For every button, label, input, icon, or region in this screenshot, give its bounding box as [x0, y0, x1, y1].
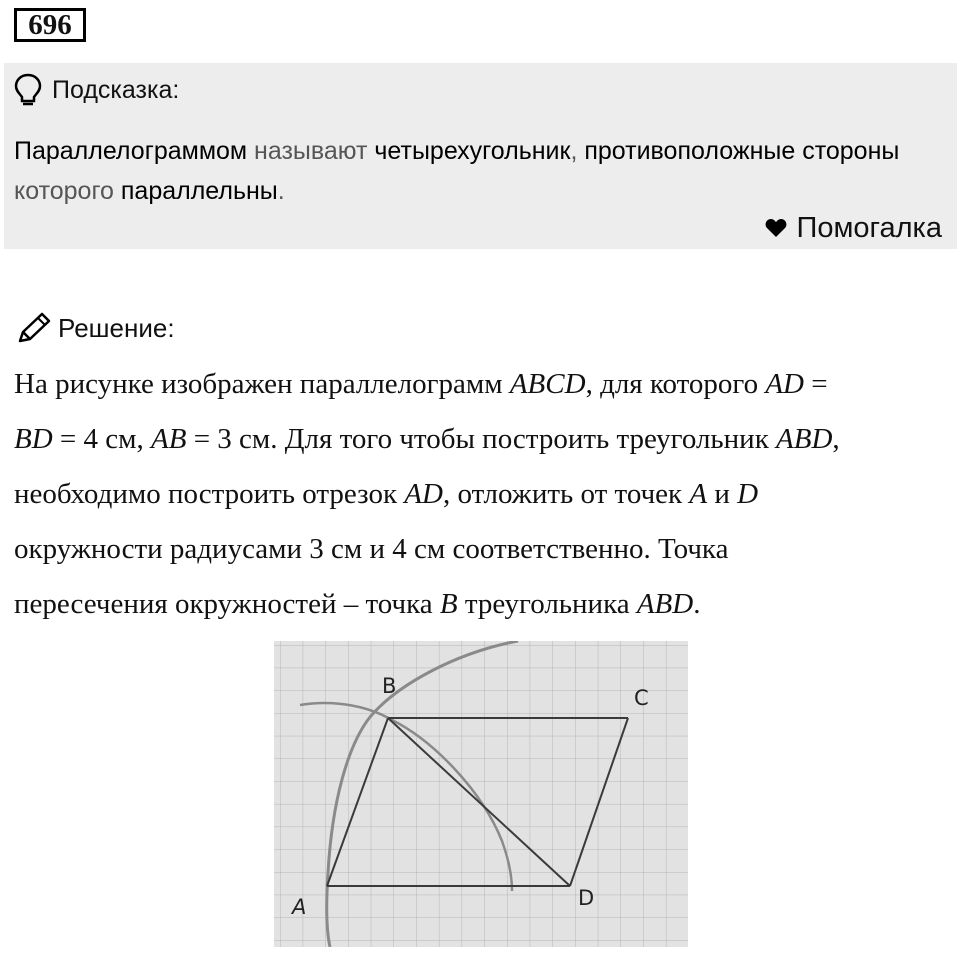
math-expression: B: [439, 588, 458, 620]
solution-title: Решение:: [58, 312, 175, 343]
solution-line: [14, 467, 949, 522]
hint-text-part: которого: [14, 177, 121, 205]
math-expression: ABD: [776, 423, 833, 455]
solution-header: [16, 308, 175, 348]
solution-text-part: , для которого: [585, 368, 766, 400]
hint-term: Параллелограммом: [14, 137, 248, 165]
solution-text-part: пересечения окружностей – точка: [14, 588, 440, 620]
hint-text: [14, 131, 944, 211]
hint-term: противоположные: [584, 137, 796, 165]
solution-text-part: треугольника: [457, 588, 637, 620]
hint-text-part: называют: [247, 137, 375, 165]
solution-text-part: окружности радиусами 3 см и 4 см соответственно. Точка: [14, 533, 729, 565]
task-number: 696: [14, 8, 86, 42]
math-expression: ABCD: [509, 368, 586, 400]
label-d: D: [578, 886, 595, 910]
hint-text-part: .: [277, 177, 285, 205]
solution-text-part: необходимо построить отрезок: [14, 478, 405, 510]
solution-text-part: ,: [832, 423, 840, 455]
math-expression: BD: [14, 423, 53, 455]
math-expression: AD: [765, 368, 804, 400]
math-expression: AB: [151, 423, 187, 455]
hint-header: [14, 70, 179, 110]
solution-text-part: = 3 см. Для того чтобы построить треугольник: [186, 423, 777, 455]
solution-line: [14, 577, 949, 632]
solution-text-part: , отложить от точек: [442, 478, 690, 510]
solution-text-part: .: [693, 588, 701, 620]
math-expression: A: [689, 478, 708, 510]
solution-text-part: На рисунке изображен параллелограмм: [14, 368, 510, 400]
hint-title: Подсказка:: [52, 75, 180, 104]
hint-term: четырехугольник: [374, 137, 571, 165]
math-expression: ABD: [636, 588, 694, 620]
heart-icon: [765, 218, 787, 238]
solution-text-part: = 4 см,: [52, 423, 151, 455]
construction-figure: [274, 641, 688, 947]
pencil-icon: [16, 311, 52, 345]
hint-text-part: ,: [570, 137, 585, 165]
pomogalka-text: Помогалка: [796, 211, 942, 244]
hint-term: параллельны: [120, 177, 278, 205]
math-expression: D: [737, 478, 759, 510]
math-expression: AD: [404, 478, 443, 510]
solution-text-part: и: [707, 478, 738, 510]
solution-text: [14, 357, 949, 632]
solution-line: [14, 522, 949, 577]
hint-term: стороны: [802, 137, 900, 165]
solution-text-part: =: [804, 368, 828, 400]
pomogalka-label: [765, 208, 942, 248]
solution-line: [14, 412, 949, 467]
label-c: C: [634, 686, 649, 710]
lightbulb-icon: [14, 73, 42, 107]
solution-line: [14, 357, 949, 412]
label-b: B: [382, 674, 397, 698]
label-a: A: [292, 895, 307, 919]
